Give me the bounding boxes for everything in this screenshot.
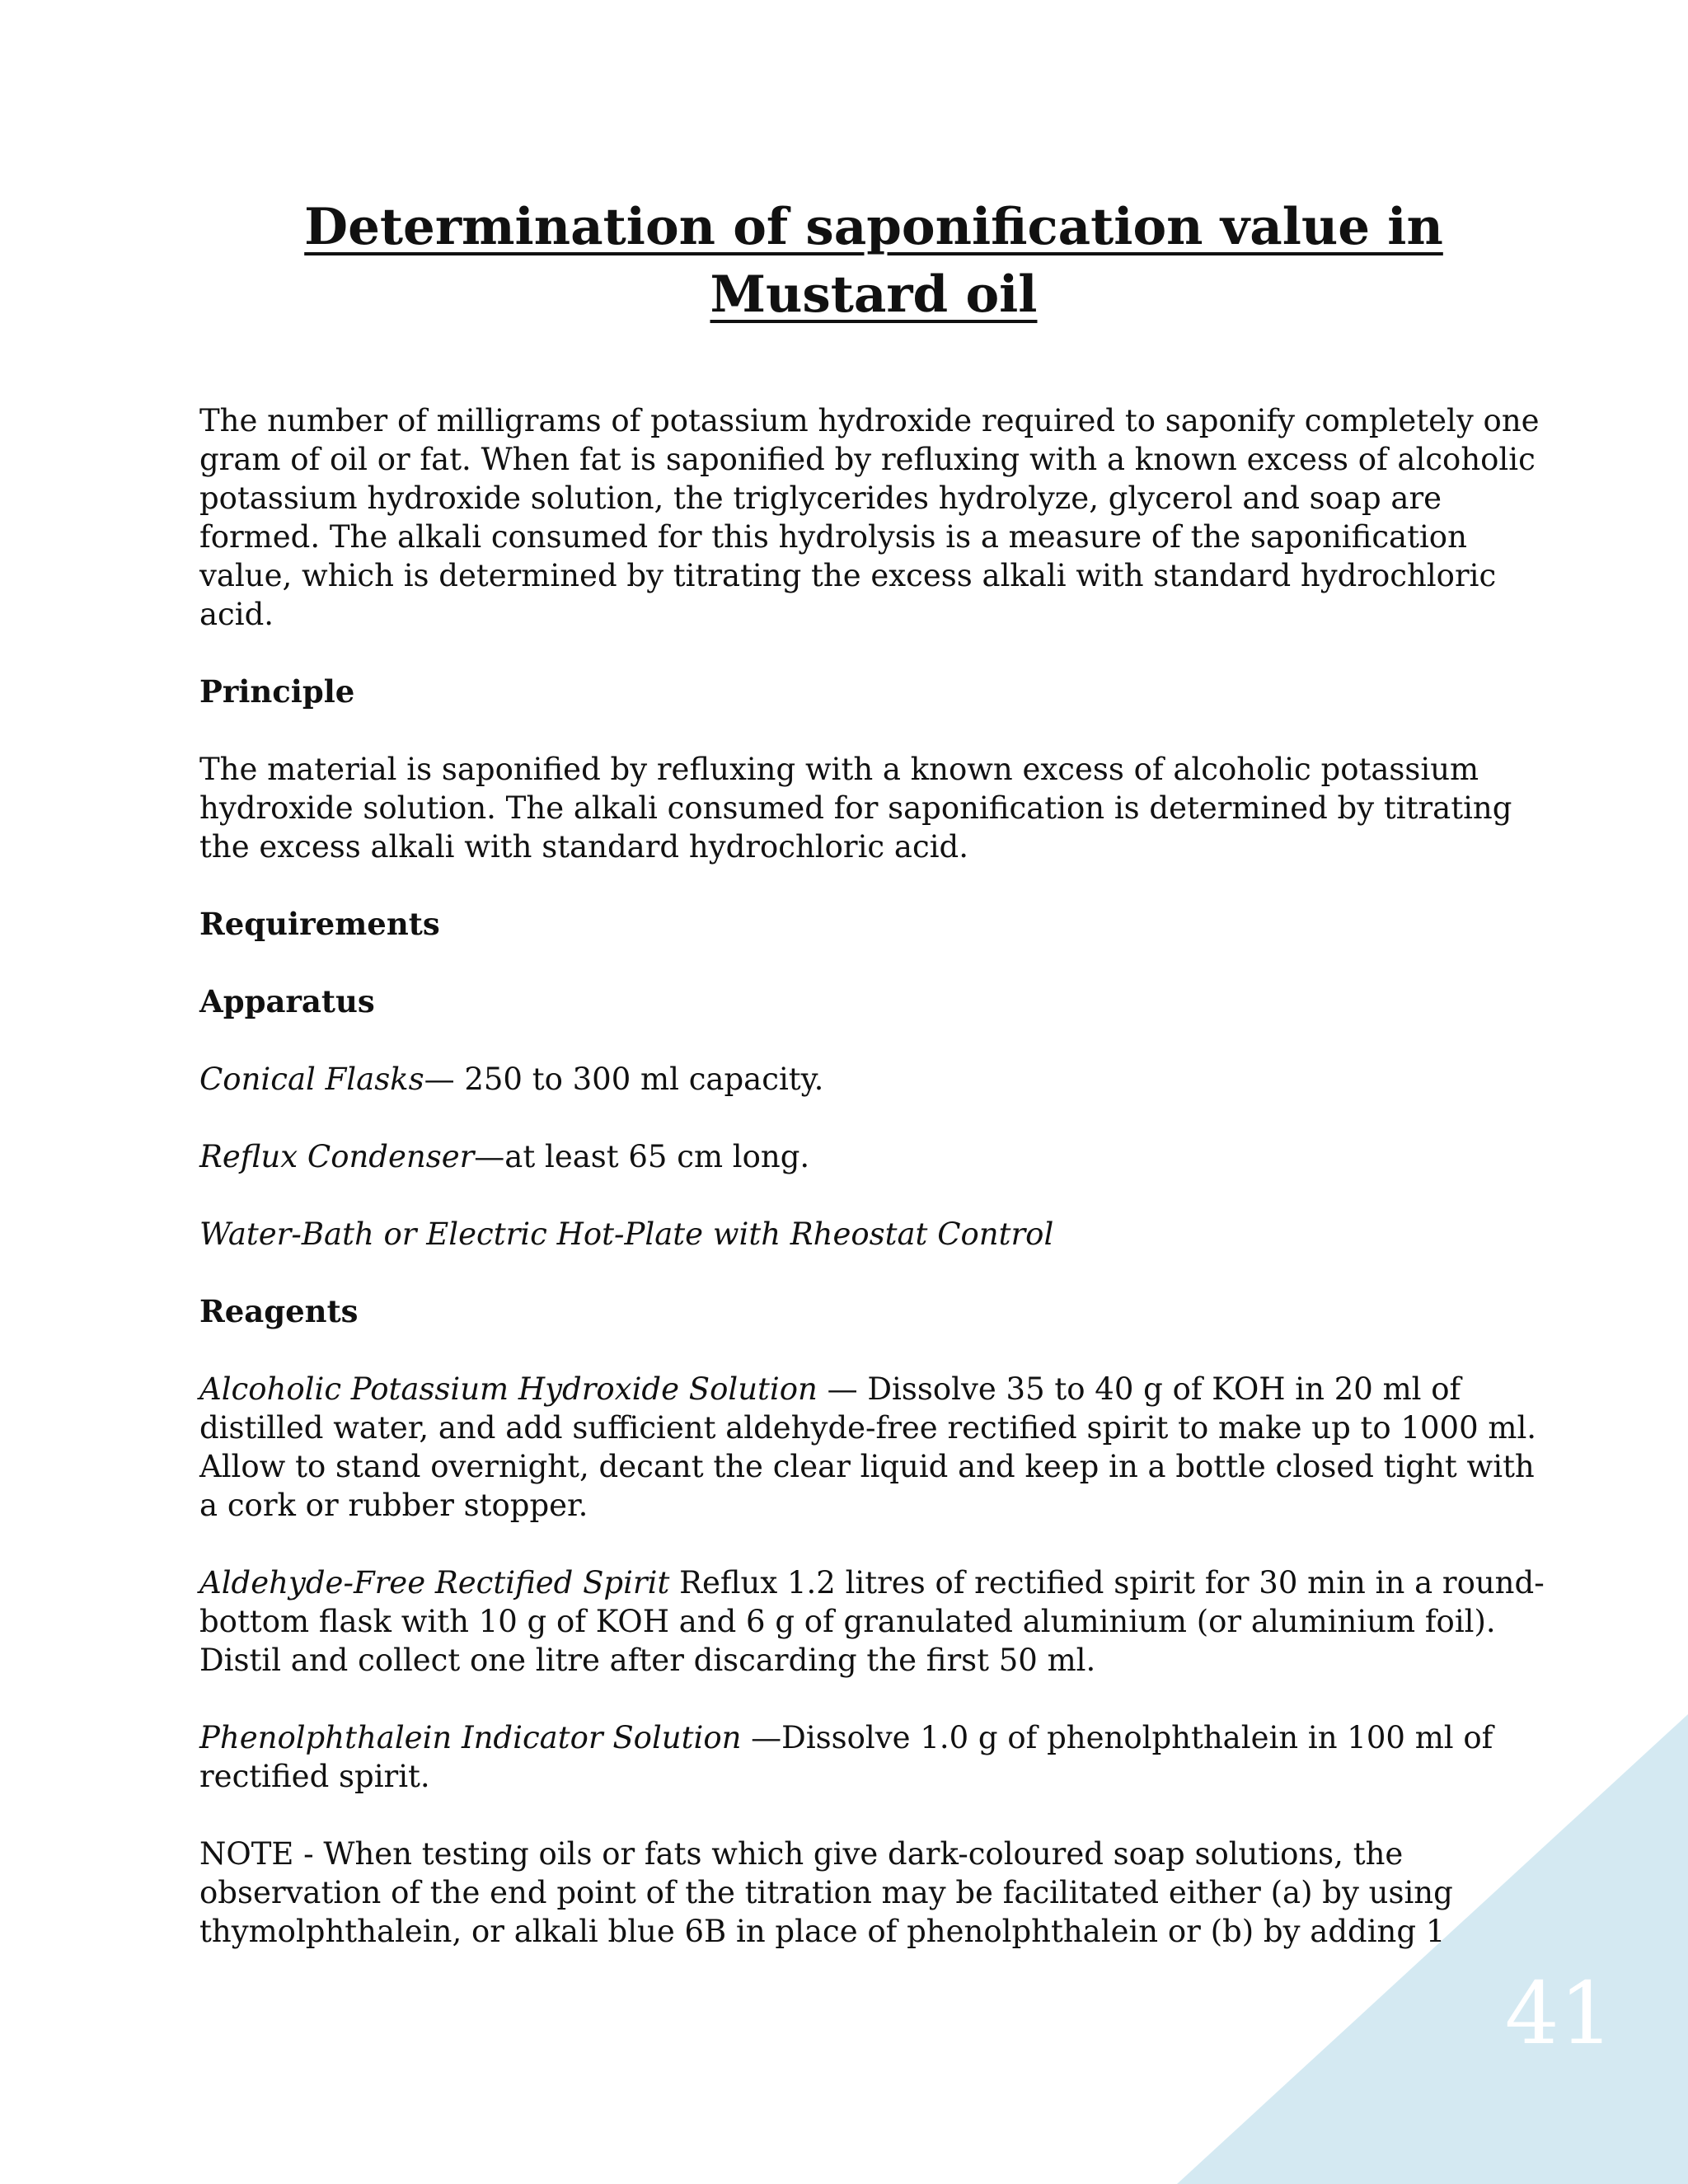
reagent-item-text: —Dissolve 1.0 g of phenolphthalein in 100 ml of rectified spirit. bbox=[199, 1720, 1493, 1794]
apparatus-item-text: — 250 to 300 ml capacity. bbox=[424, 1062, 824, 1097]
apparatus-item-name: Conical Flasks bbox=[199, 1062, 424, 1097]
reagent-item-name: Phenolphthalein Indicator Solution bbox=[199, 1720, 742, 1755]
reagent-item bbox=[199, 1563, 1559, 1680]
principle-heading: Principle bbox=[199, 673, 355, 710]
reagent-item-name: Aldehyde-Free Rectified Spirit bbox=[199, 1565, 670, 1601]
apparatus-item-name: Water-Bath or Electric Hot-Plate with Rheostat Control bbox=[199, 1216, 1054, 1252]
page-number: 41 bbox=[1504, 1963, 1614, 2064]
apparatus-item bbox=[199, 1060, 1559, 1099]
reagent-item bbox=[199, 1370, 1559, 1525]
apparatus-item bbox=[199, 1137, 1559, 1176]
apparatus-item-name: Reflux Condenser bbox=[199, 1139, 475, 1174]
reagent-item bbox=[199, 1718, 1559, 1796]
reagent-item-name: Alcoholic Potassium Hydroxide Solution bbox=[199, 1371, 818, 1407]
principle-paragraph: The material is saponified by refluxing with a known excess of alcoholic potassium hydroxide solution. The alkali consumed for saponification is determined by titrating the excess alkali with standard hydrochloric acid. bbox=[199, 752, 1512, 865]
reagent-item-text: Reflux 1.2 litres of rectified spirit for 30 min in a round-bottom flask with 10 g of KOH and 6 g of granulated aluminium (or aluminium foil). Distil and collect one litre after discarding the first 50 ml. bbox=[199, 1565, 1545, 1678]
apparatus-item-text: —at least 65 cm long. bbox=[474, 1139, 810, 1174]
reagent-item-text: — Dissolve 35 to 40 g of KOH in 20 ml of distilled water, and add sufficient aldehyde-free rectified spirit to make up to 1000 ml. Allow to stand overnight, decant the clear liquid and keep in a bottle closed tight with a cork or rubber stopper. bbox=[199, 1371, 1537, 1523]
reagents-heading: Reagents bbox=[199, 1293, 359, 1329]
apparatus-heading: Apparatus bbox=[199, 983, 375, 1019]
requirements-heading: Requirements bbox=[199, 906, 440, 942]
page-title: Determination of saponification value in Mustard oil bbox=[304, 198, 1443, 324]
note-paragraph: NOTE - When testing oils or fats which give dark-coloured soap solutions, the observation of the end point of the titration may be facilitated either (a) by using thymolphthalein, or alkali blue 6B in place of phenolphthalein or (b) by adding 1 bbox=[199, 1836, 1453, 1949]
document-body bbox=[199, 401, 1559, 1951]
intro-paragraph: The number of milligrams of potassium hydroxide required to saponify completely one gram of oil or fat. When fat is saponified by refluxing with a known excess of alcoholic potassium hydroxide solution, the triglycerides hydrolyze, glycerol and soap are formed. The alkali consumed for this hydrolysis is a measure of the saponification value, which is determined by titrating the excess alkali with standard hydrochloric acid. bbox=[199, 403, 1540, 632]
apparatus-item bbox=[199, 1215, 1559, 1254]
